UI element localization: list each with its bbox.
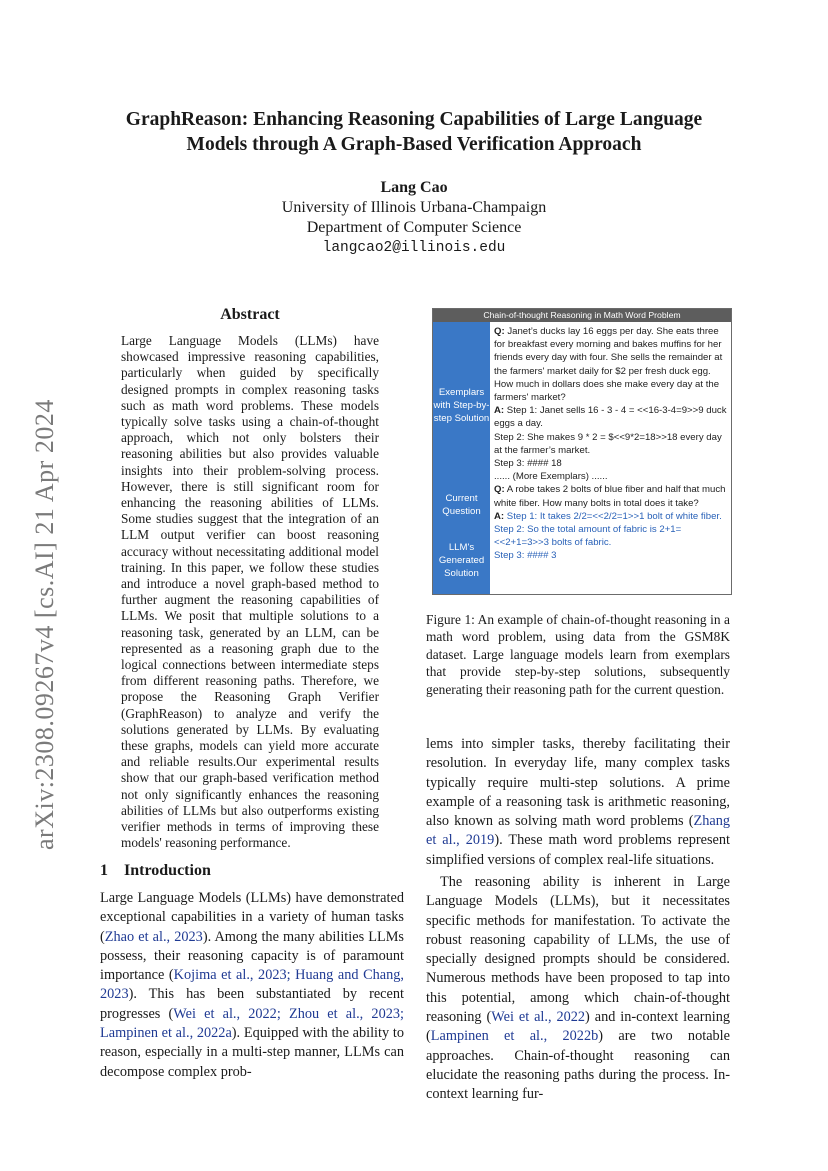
citation-link[interactable]: Wei et al., 2022 <box>491 1009 586 1026</box>
title-line-2: Models through A Graph-Based Verification Approach <box>186 134 642 155</box>
figure-caption: Figure 1: An example of chain-of-thought reasoning in a math word problem, using data from the GSM8K dataset. Large language models learn from exemplars that provide step-by-step solutions, subsequently generating their reasoning path for the current question. <box>426 612 730 697</box>
section-heading <box>100 862 211 880</box>
intro-text: Large Language Models (LLMs) have demonstrated exceptional capabilities in a variety of human tasks ( <box>100 890 404 945</box>
generated-step-1 <box>494 510 728 523</box>
author-block <box>60 178 768 258</box>
intro-paragraph-1 <box>100 889 404 1082</box>
intro-paragraph-3 <box>426 873 730 1105</box>
intro-text: ) and in-context learning ( <box>426 1009 730 1045</box>
arxiv-stamp-text: arXiv:2308.09267v4 [cs.AI] 21 Apr 2024 <box>30 399 59 850</box>
paper-title <box>60 107 768 157</box>
generated-step-3: Step 3: #### 3 <box>494 550 557 562</box>
arxiv-stamp <box>24 370 64 850</box>
a-prefix: A: <box>494 510 505 522</box>
q-prefix: Q: <box>494 326 505 337</box>
a-text: Step 1: It takes 2/2=<<2/2=1>>1 bolt of white fiber. <box>504 510 722 522</box>
exemplar-question <box>494 325 728 404</box>
author-affiliation-1: University of Illinois Urbana-Champaign <box>281 199 547 216</box>
figure-content <box>494 325 728 563</box>
figure-1 <box>432 308 732 595</box>
author-affiliation-2: Department of Computer Science <box>306 219 522 236</box>
citation-link[interactable]: Zhao et al., 2023 <box>104 928 203 945</box>
abstract-heading: Abstract <box>220 306 280 323</box>
figure-header: Chain-of-thought Reasoning in Math Word Problem <box>433 309 731 322</box>
citation-link[interactable]: Kojima et al., 2023; Huang and Chang, 2023 <box>100 967 404 1003</box>
abstract-text: Large Language Models (LLMs) have showcased impressive reasoning capabilities, particularly when guided by specifically designed prompts in complex reasoning tasks such as math word problems. These models typically solve tasks using a chain-of-thought approach, which not only bolsters their reasoning abilities but also provides valuable insights into their problem-solving process. However, there is still significant room for enhancing the reasoning abilities of LLMs. Some studies suggest that the integration of an LLM output verifier can boost reasoning accuracy without necessitating additional model training. In this paper, we follow these studies and introduce a novel graph-based method to further augment the reasoning capabilities of LLMs. We posit that multiple solutions to a reasoning task, generated by an LLM, can be represented as a reasoning graph due to the logical connections between intermediate steps from different reasoning paths. Therefore, we propose the Reasoning Graph Verifier (GraphReason) to analyze and verify the solutions generated by LLMs. By evaluating these graphs, models can yield more accurate and reliable results.Our experimental results show that our graph-based verification method not only significantly enhances the reasoning abilities of LLMs but also outperforms existing verifier methods in terms of improving these models' reasoning performance. <box>121 333 379 851</box>
a-prefix: A: <box>494 405 505 417</box>
intro-text: ). Among the many abilities LLMs possess, their reasoning capacity is of paramount importance ( <box>100 928 404 984</box>
author-email[interactable]: langcao2@illinois.edu <box>322 240 506 256</box>
intro-text: ). Equipped with the ability to reason, especially in a multi-step manner, LLMs can decompose complex prob- <box>100 1025 404 1080</box>
q-text: Janet’s ducks lay 16 eggs per day. She eats three for breakfast every morning and bakes muffins for her friends every day with four. She sells the remainder at the farmers' market daily for $2 per fresh duck egg. How much in dollars does she make every day at the farmers' market? <box>494 326 723 404</box>
exemplar-answer-step-1 <box>494 404 728 430</box>
q-prefix: Q: <box>494 484 505 496</box>
figure-label-column <box>433 322 490 594</box>
section-number: 1 <box>100 862 108 879</box>
exemplar-answer-step-3: Step 3: #### 18 <box>494 458 562 470</box>
author-name: Lang Cao <box>380 179 448 196</box>
intro-text: ). This has been substantiated by recent progresses ( <box>100 986 404 1022</box>
intro-text: lems into simpler tasks, thereby facilitating their resolution. In everyday life, many complex tasks typically require multi-step solutions. A prime example of a reasoning task is arithmetic reasoning, also known as solving math word problems ( <box>426 736 730 830</box>
label-generated-solution: LLM's Generated Solution <box>438 542 485 580</box>
exemplar-answer-step-2: Step 2: She makes 9 * 2 = $<<9*2=18>>18 every day at the farmer’s market. <box>494 431 722 456</box>
citation-link[interactable]: Wei et al., 2022; Zhou et al., 2023; Lampinen et al., 2022a <box>100 1005 404 1042</box>
generated-step-2: Step 2: So the total amount of fabric is 2+1=<<2+1=3>>3 bolts of fabric. <box>494 524 682 549</box>
title-line-1: GraphReason: Enhancing Reasoning Capabilities of Large Language <box>125 109 703 130</box>
current-question <box>494 483 728 509</box>
citation-link[interactable]: Zhang et al., 2019 <box>426 813 730 849</box>
a-text: Step 1: Janet sells 16 - 3 - 4 = <<16-3-4=9>>9 duck eggs a day. <box>494 405 727 430</box>
more-exemplars: ...... (More Exemplars) ...... <box>494 471 608 483</box>
section-title: Introduction <box>124 862 211 879</box>
intro-text: ). These math word problems represent simplified versions of complex real-life situations. <box>426 832 731 868</box>
label-exemplars: Exemplars with Step-by-step Solution <box>433 387 490 425</box>
q-text: A robe takes 2 bolts of blue fiber and half that much white fiber. How many bolts in total does it take? <box>494 484 726 509</box>
intro-text: The reasoning ability is inherent in Large Language Models (LLMs), but it necessitates specific methods for manifestation. To activate the robust reasoning capability of LLMs, the use of specially designed prompts should be considered. Numerous methods have been proposed to tap into this potential, among which chain-of-thought reasoning ( <box>426 874 730 1026</box>
intro-text: ) are two notable approaches. Chain-of-thought reasoning can elucidate the reasoning paths during the process. In-context learning fur- <box>426 1028 731 1103</box>
intro-paragraph-2 <box>426 735 730 870</box>
citation-link[interactable]: Lampinen et al., 2022b <box>430 1028 599 1045</box>
label-current-question: Current Question <box>442 493 481 518</box>
